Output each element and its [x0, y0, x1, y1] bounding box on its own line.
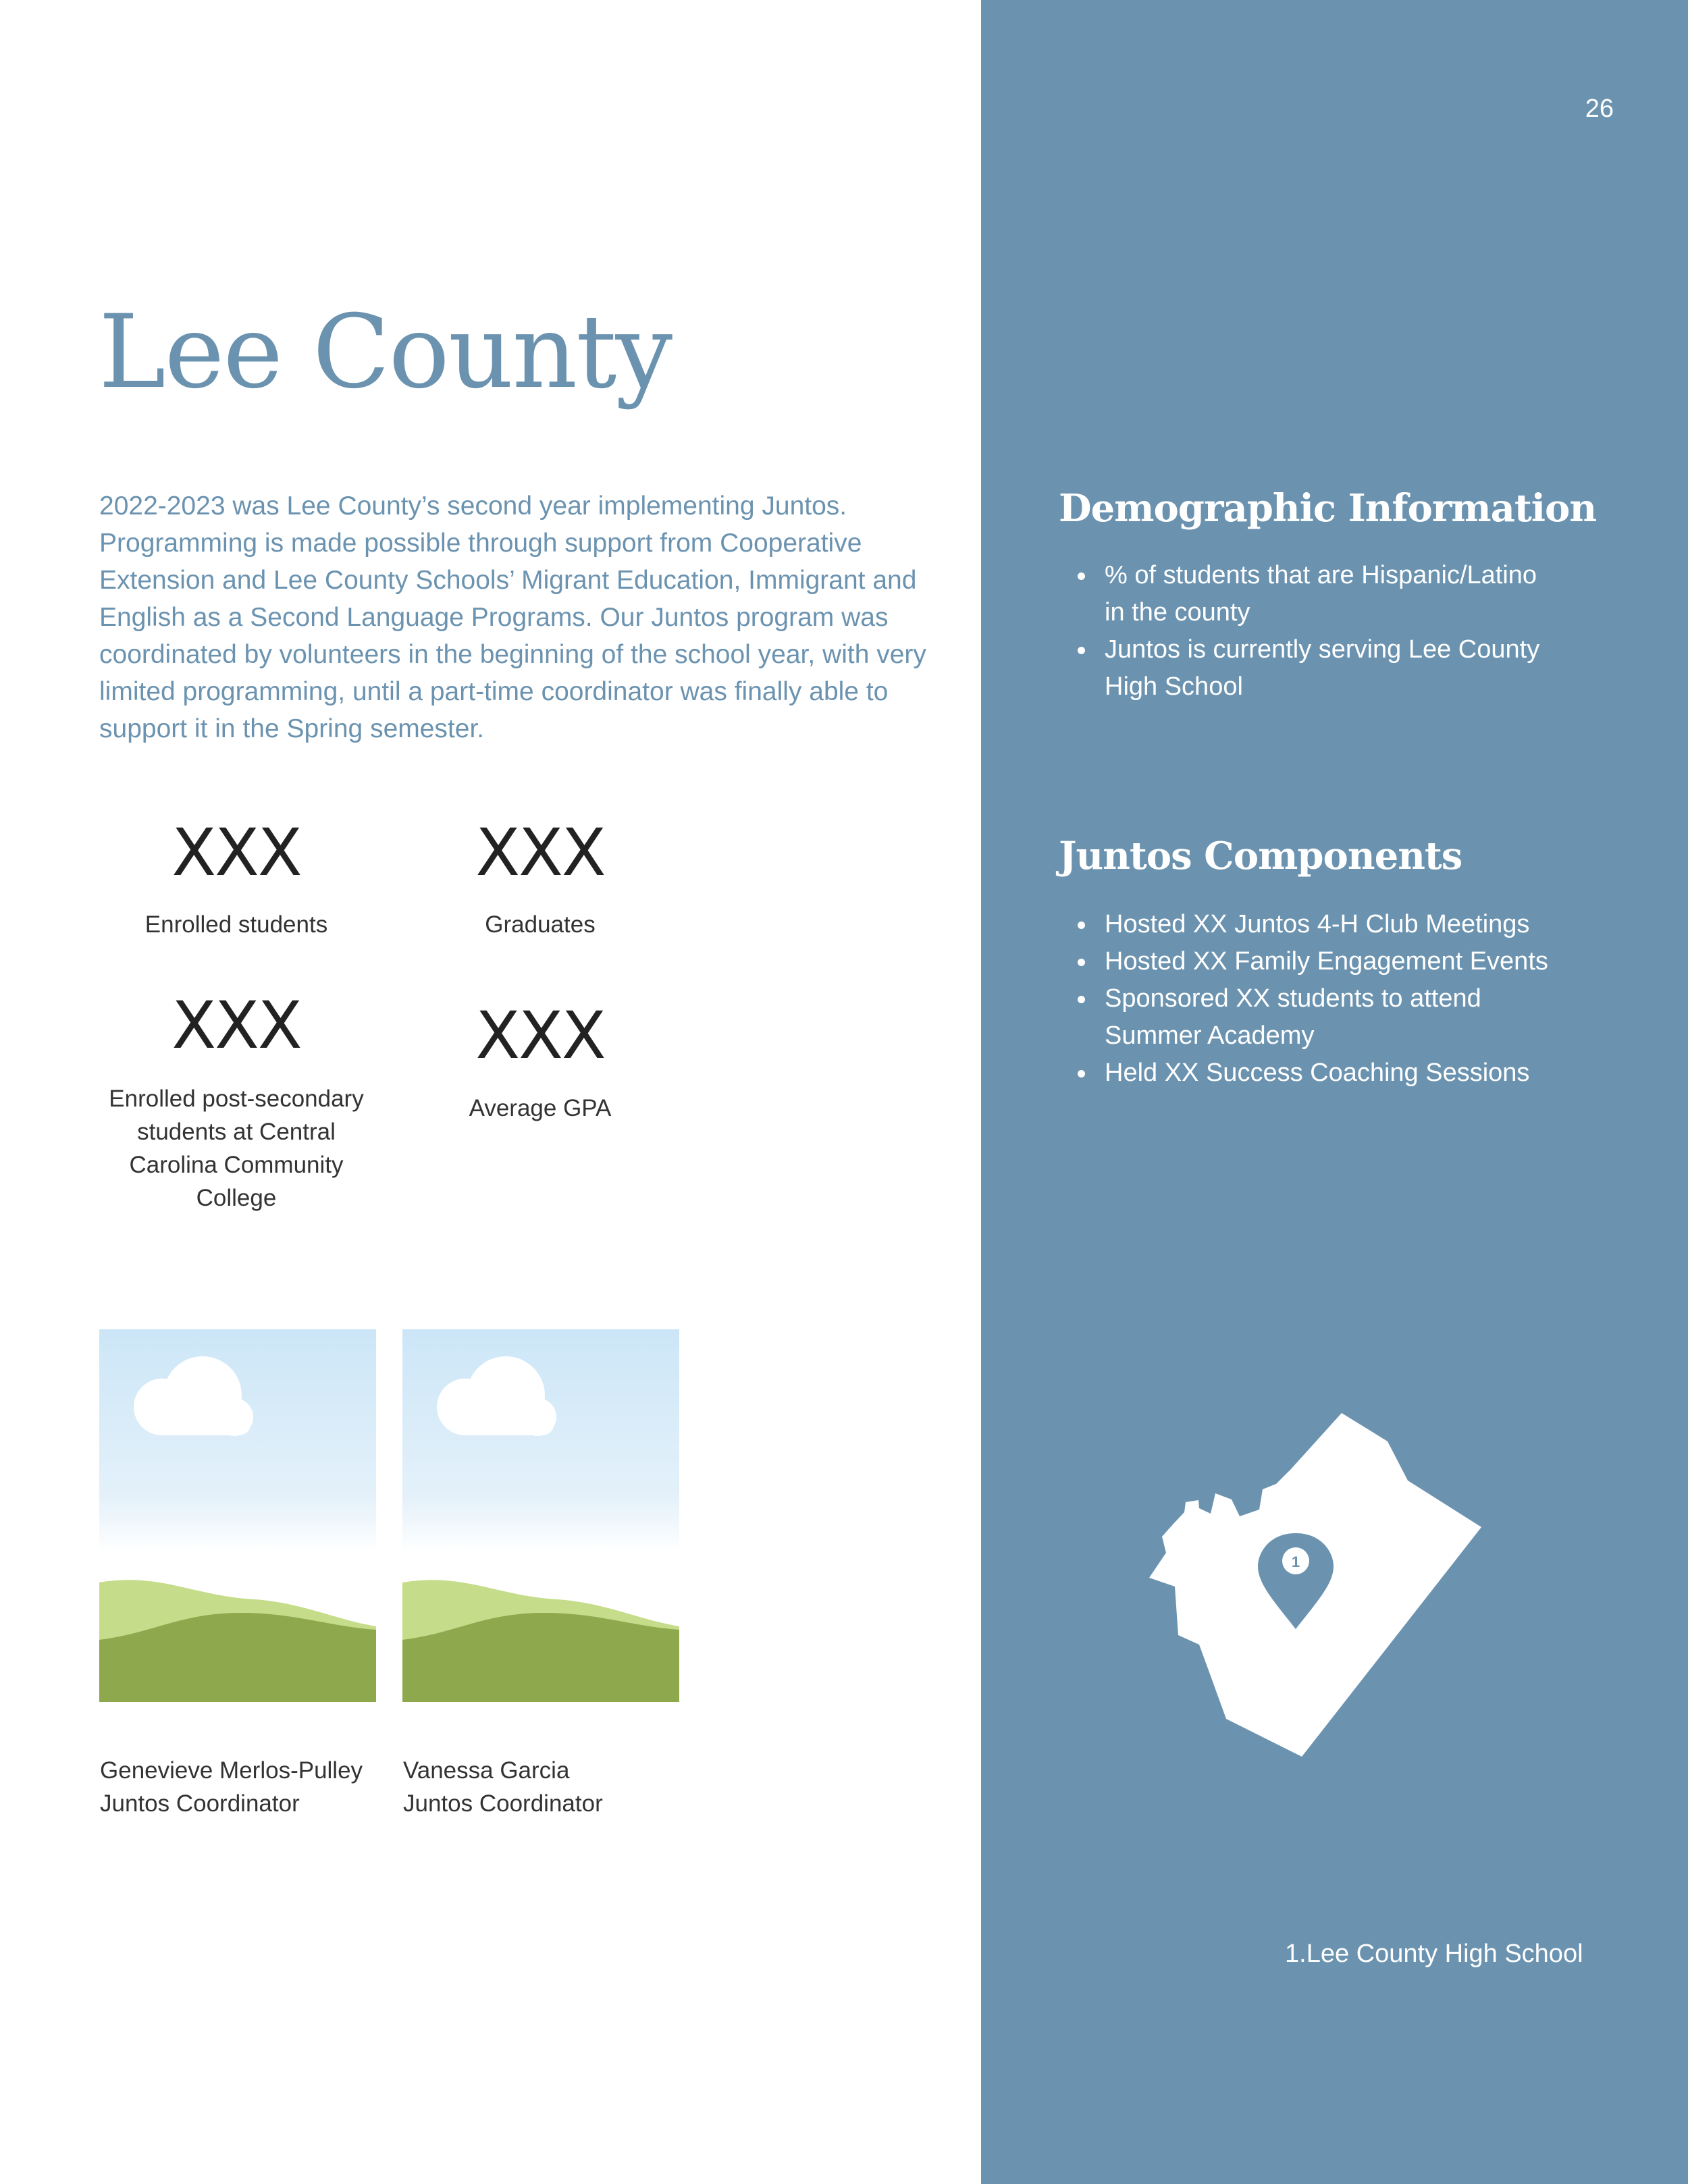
list-item: % of students that are Hispanic/Latino in the county [1105, 557, 1550, 631]
right-sidebar-panel [981, 0, 1688, 2184]
staff-photo-placeholder [402, 1329, 679, 1702]
demographics-list [1059, 557, 1550, 705]
page-number: 26 [1585, 95, 1614, 123]
county-map [1134, 1404, 1492, 1769]
demographics-heading: Demographic Information [1059, 486, 1597, 531]
stat-label-graduates: Graduates [485, 911, 596, 938]
list-item: Hosted XX Juntos 4-H Club Meetings [1105, 906, 1550, 943]
intro-paragraph: 2022-2023 was Lee County’s second year implementing Juntos. Programming is made possible through support from Cooperative Extension and Lee County Schools’ Migrant Education, Immigrant and English as a Second Language Programs. Our Juntos program was coordinated by volunteers in the beginning of the school year, with very limited programming, until a part-time coordinator was finally able to support it in the Spring semester. [99, 491, 926, 743]
staff-name: Vanessa Garcia [403, 1757, 570, 1784]
stat-label-post-secondary: Enrolled post-secondary students at Central Carolina Community College [109, 1086, 364, 1211]
stat-value-gpa: XXX [475, 998, 605, 1073]
stat-value-enrolled: XXX [172, 815, 301, 890]
components-heading: Juntos Components [1059, 834, 1462, 878]
list-item: Juntos is currently serving Lee County High School [1105, 631, 1550, 705]
landscape-placeholder-icon [402, 1329, 679, 1702]
staff-role: Juntos Coordinator [403, 1790, 603, 1817]
components-list [1059, 906, 1550, 1092]
landscape-placeholder-icon [99, 1329, 376, 1702]
school-marker: 1. [1285, 1940, 1307, 1968]
school-list-item [1285, 1940, 1583, 1969]
staff-photo-placeholder [99, 1329, 376, 1702]
page-title: Lee County [99, 294, 672, 411]
list-item: Hosted XX Family Engagement Events [1105, 943, 1550, 980]
map-pin-label: 1 [1291, 1553, 1300, 1570]
staff-name: Genevieve Merlos-Pulley [100, 1757, 363, 1784]
staff-member [100, 1754, 363, 1820]
school-name: Lee County High School [1306, 1940, 1583, 1968]
staff-member [403, 1754, 603, 1820]
stat-value-post-secondary: XXX [172, 988, 301, 1063]
list-item: Sponsored XX students to attend Summer Academy [1105, 980, 1550, 1055]
staff-role: Juntos Coordinator [100, 1790, 300, 1817]
stat-value-graduates: XXX [475, 815, 605, 890]
stat-label-gpa: Average GPA [469, 1095, 612, 1121]
list-item: Held XX Success Coaching Sessions [1105, 1055, 1550, 1092]
stat-label-enrolled: Enrolled students [144, 911, 328, 938]
